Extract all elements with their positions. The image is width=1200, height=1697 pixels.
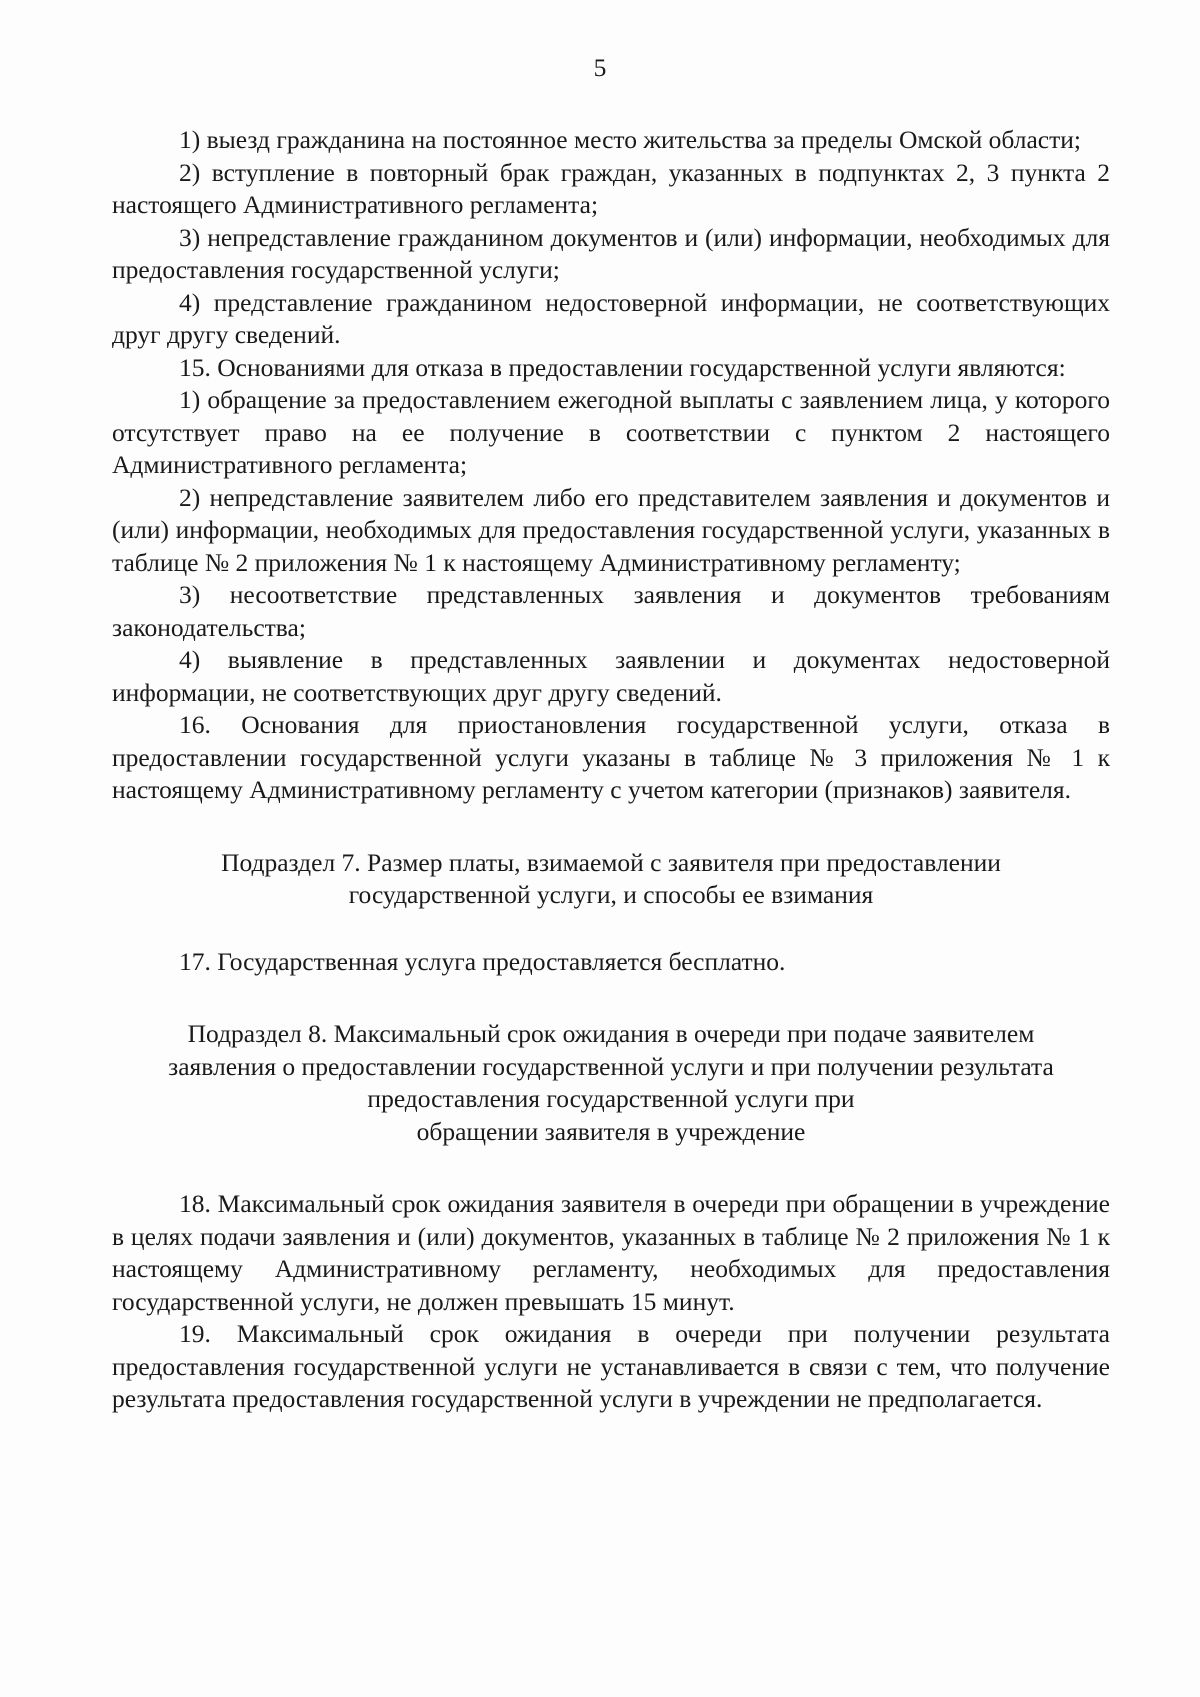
list-item-2: 2) вступление в повторный брак граждан, указанных в подпунктах 2, 3 пункта 2 настоящего Административного регламента;	[112, 157, 1110, 219]
page-number: 5	[593, 53, 607, 82]
section-8-heading-line: заявления о предоставлении государственной услуги и при получении результата	[168, 1051, 1054, 1081]
clause-17: 17. Государственная услуга предоставляется бесплатно.	[179, 946, 786, 976]
section-7-heading	[112, 847, 1110, 912]
section-8-heading-line: обращении заявителя в учреждение	[416, 1116, 806, 1146]
clause-15-item-2: 2) непредставление заявителем либо его представителем заявления и документов и (или) информации, необходимых для предоставления государственной услуги, указанных в таблице № 2 приложения № 1 к настоящему Административному регламенту;	[112, 482, 1110, 577]
list-item-1: 1) выезд гражданина на постоянное место жительства за пределы Омской области;	[179, 125, 1082, 154]
section-8-heading-line: предоставления государственной услуги при	[367, 1084, 855, 1113]
section-8-heading	[112, 1018, 1110, 1148]
section-7-heading-line: Подраздел 7. Размер платы, взимаемой с заявителя при предоставлении	[221, 847, 1001, 877]
section-8-heading-line: Подраздел 8. Максимальный срок ожидания в очереди при подаче заявителем	[187, 1019, 1035, 1048]
clause-15-item-1: 1) обращение за предоставлением ежегодной выплаты с заявлением лица, у которого отсутствует право на ее получение в соответствии с пунктом 2 настоящего Административного регламента;	[112, 385, 1110, 479]
list-item-3: 3) непредставление гражданином документов и (или) информации, необходимых для предоставления государственной услуги;	[112, 222, 1110, 284]
clause-15: 15. Основаниями для отказа в предоставлении государственной услуги являются:	[179, 352, 1066, 382]
clause-15-item-3: 3) несоответствие представленных заявления и документов требованиям законодательства;	[112, 580, 1110, 642]
clause-18: 18. Максимальный срок ожидания заявителя в очереди при обращении в учреждение в целях подачи заявления и (или) документов, указанных в таблице № 2 приложения № 1 к настоящему Административному регламенту, необходимых для предоставления государственной услуги, не должен превышать 15 минут.	[112, 1189, 1110, 1316]
document-body	[112, 124, 1110, 1416]
clause-19: 19. Максимальный срок ожидания в очереди при получении результата предоставления государственной услуги не устанавливается в связи с тем, что получение результата предоставления государственной услуги в учреждении не предполагается.	[112, 1319, 1110, 1413]
clause-16: 16. Основания для приостановления государственной услуги, отказа в предоставлении государственной услуги указаны в таблице № 3 приложения № 1 к настоящему Административному регламенту с учетом категории (признаков) заявителя.	[112, 710, 1110, 804]
clause-15-item-4: 4) выявление в представленных заявлении и документах недостоверной информации, не соответствующих друг другу сведений.	[112, 645, 1110, 707]
section-7-heading-line: государственной услуги, и способы ее взимания	[348, 880, 874, 909]
list-item-4: 4) представление гражданином недостоверной информации, не соответствующих друг другу сведений.	[112, 287, 1110, 349]
